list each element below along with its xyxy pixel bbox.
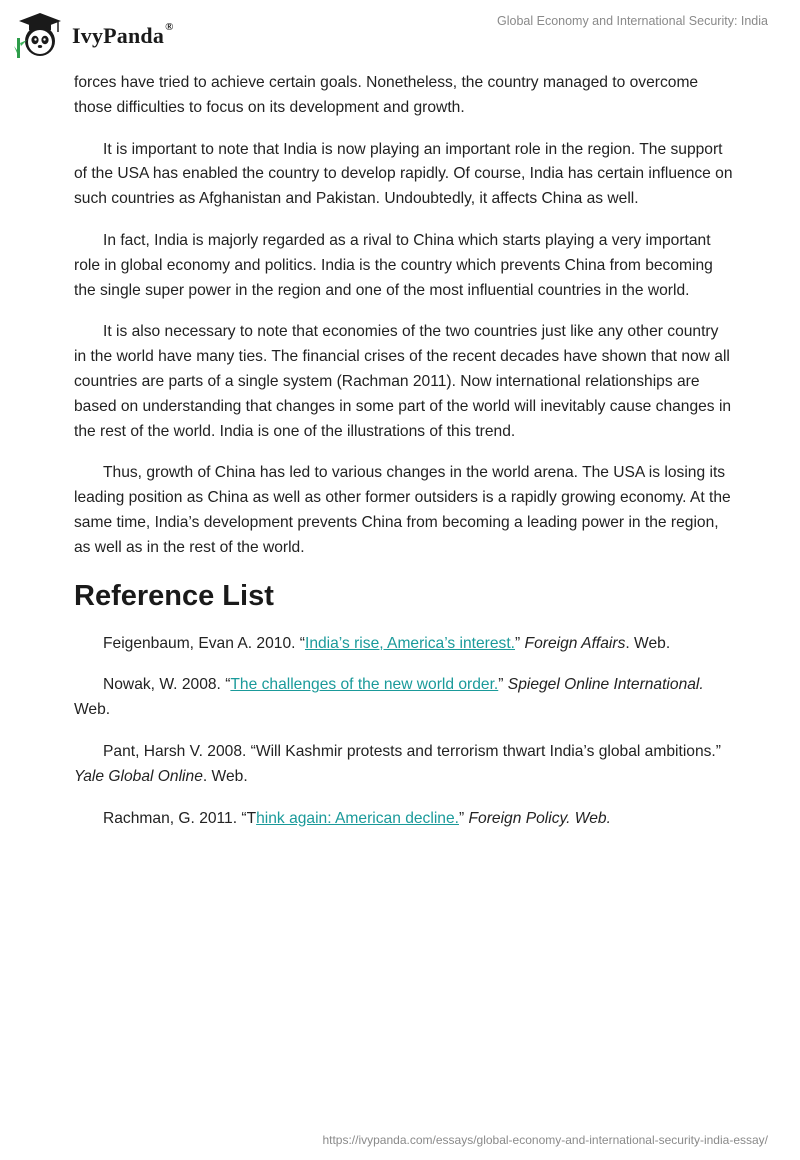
paragraph: Thus, growth of China has led to various changes in the world arena. The USA is losing its leading position as China as well as other former outsiders is a rapidly growing economy. At the same time, India’s development prevents China from becoming a leading power in the region, as well as in the rest of the world. <box>74 464 731 556</box>
paragraph: It is also necessary to note that economies of the two countries just like any other country in the world have many ties. The financial crises of the recent decades have shown that now all countries are parts of a single system (Rachman 2011). Now international relationships are based on understanding that changes in some part of the world will inevitably cause changes in the rest of the world. India is one of the illustrations of this trend. <box>74 323 732 440</box>
source-url[interactable]: https://ivypanda.com/essays/global-economy-and-international-security-india-essay/ <box>322 1133 768 1147</box>
paragraph: forces have tried to achieve certain goals. Nonetheless, the country managed to overcome those difficulties to focus on its development and growth. <box>74 74 699 116</box>
essay-content <box>74 71 734 848</box>
reference-link[interactable]: India’s rise, America’s interest. <box>304 634 516 652</box>
reference-link[interactable]: hink again: American decline. <box>256 809 459 827</box>
reference-list-heading: Reference List <box>74 579 274 612</box>
paragraph: In fact, India is majorly regarded as a rival to China which starts playing a very important role in global economy and politics. India is the country which prevents China from becoming the single super power in the region and one of the most influential countries in the world. <box>74 231 713 299</box>
reference-item: Feigenbaum, Evan A. 2010. “India’s rise, America’s interest.” Foreign Affairs. Web. <box>103 634 671 652</box>
reference-item: Rachman, G. 2011. “Think again: American decline.” Foreign Policy. Web. <box>103 809 611 827</box>
document-title: Global Economy and International Security: India <box>497 14 768 28</box>
page-header <box>0 0 800 70</box>
ivypanda-logo[interactable] <box>14 8 204 62</box>
reference-item: Pant, Harsh V. 2008. “Will Kashmir protests and terrorism thwart India’s global ambitions.” Yale Global Online. Web. <box>74 742 721 785</box>
reference-link[interactable]: The challenges of the new world order. <box>230 676 499 694</box>
reference-item: Nowak, W. 2008. “The challenges of the new world order.” Spiegel Online International. Web. <box>74 676 704 719</box>
paragraph: It is important to note that India is now playing an important role in the region. The support of the USA has enabled the country to develop rapidly. Of course, India has certain influence on such countries as Afghanistan and Pakistan. Undoubtedly, it affects China as well. <box>74 140 733 208</box>
panda-graduate-icon <box>14 10 66 60</box>
brand-name: IvyPanda® <box>72 21 174 48</box>
